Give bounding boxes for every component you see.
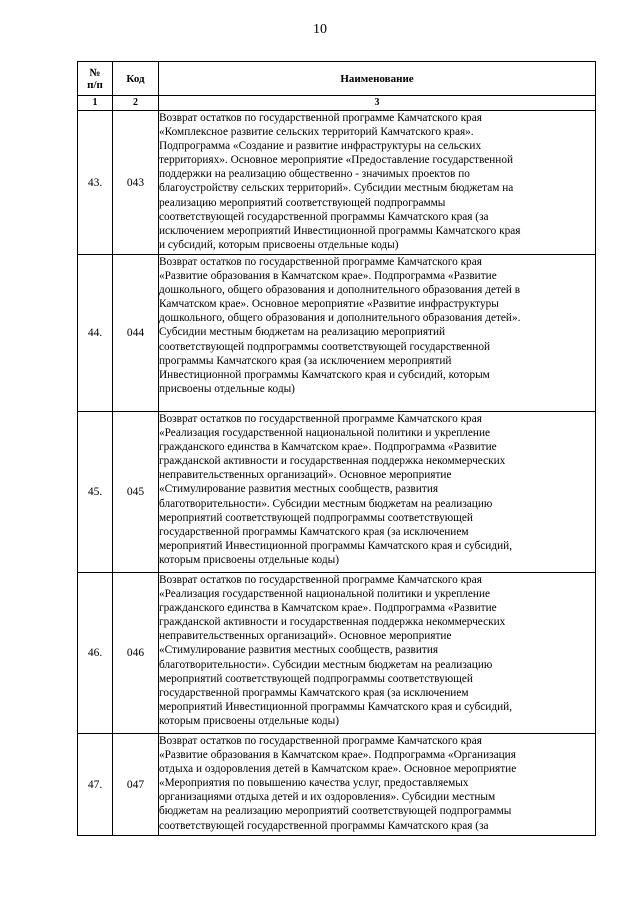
- budget-codes-table: [77, 61, 596, 836]
- row-description-line: соответствующей государственной программы Камчатского края (за: [159, 819, 489, 832]
- row-description-line: реализацию мероприятий соответствующей подпрограммы: [159, 196, 446, 209]
- row-description-line: мероприятий Инвестиционной программы Камчатского края и субсидий,: [159, 700, 513, 713]
- row-description-line: благотворительности». Субсидии местным бюджетам на реализацию: [159, 658, 493, 671]
- column-index-2: 2: [113, 96, 159, 111]
- row-description-line: Возврат остатков по государственной программе Камчатского края: [159, 735, 482, 747]
- row-description-line: «Развитие образования в Камчатском крае». Подпрограмма «Организация: [159, 749, 516, 762]
- table-row: [78, 573, 596, 734]
- row-description-line: поддержки на реализацию общественно - значимых проектов по: [159, 168, 470, 181]
- row-description-line: «Стимулирование развития местных сообществ, развития: [159, 483, 439, 496]
- row-description: [159, 412, 596, 573]
- row-number: 45.: [78, 412, 113, 573]
- row-description-line: гражданского единства в Камчатском крае». Подпрограмма «Развитие: [159, 441, 497, 454]
- row-code: 046: [113, 573, 159, 734]
- row-description-line: «Развитие образования в Камчатском крае». Подпрограмма «Развитие: [159, 270, 497, 283]
- row-description-line: благоустройству сельских территорий». Субсидии местным бюджетам на: [159, 182, 514, 195]
- table-body: [78, 111, 596, 836]
- row-description: [159, 255, 596, 412]
- page-number: 10: [313, 22, 327, 37]
- row-description-line: Камчатском крае». Основное мероприятие «Развитие инфраструктуры: [159, 298, 499, 311]
- row-description: [159, 573, 596, 734]
- row-code: 043: [113, 111, 159, 255]
- row-description-line: Возврат остатков по государственной программе Камчатского края: [159, 413, 482, 425]
- row-description-line: благотворительности». Субсидии местным бюджетам на реализацию: [159, 497, 493, 510]
- row-description-line: мероприятий соответствующей подпрограммы соответствующей: [159, 511, 473, 524]
- row-description-line: и субсидий, которым присвоены отдельные коды): [159, 238, 399, 251]
- table-row: [78, 734, 596, 836]
- header-num: [78, 62, 113, 96]
- row-number: 44.: [78, 255, 113, 412]
- row-description-line: Возврат остатков по государственной программе Камчатского края: [159, 112, 482, 124]
- row-description-line: «Реализация государственной национальной политики и укрепление: [159, 588, 491, 601]
- column-index-1: 1: [78, 96, 113, 111]
- column-index-row: [78, 96, 596, 111]
- row-code: 045: [113, 412, 159, 573]
- row-description-line: гражданской активности и государственная поддержка некоммерческих: [159, 616, 506, 629]
- row-number: 47.: [78, 734, 113, 836]
- row-code: 044: [113, 255, 159, 412]
- row-description-line: присвоены отдельные коды): [159, 382, 295, 395]
- row-description-line: «Реализация государственной национальной политики и укрепление: [159, 427, 491, 440]
- row-description-line: дошкольного, общего образования и дополнительного образования детей в: [159, 284, 521, 297]
- table-row: [78, 412, 596, 573]
- row-description-line: неправительственных организаций». Основное мероприятие: [159, 630, 452, 643]
- header-code: Код: [113, 62, 159, 96]
- row-description-line: неправительственных организаций». Основное мероприятие: [159, 469, 452, 482]
- header-num-line-2: п/п: [87, 78, 103, 91]
- row-description-line: соответствующей государственной программы Камчатского края (за: [159, 210, 489, 223]
- row-description-line: «Мероприятия по повышению качества услуг, предоставляемых: [159, 777, 469, 790]
- row-number: 43.: [78, 111, 113, 255]
- row-number: 46.: [78, 573, 113, 734]
- row-description-line: Подпрограмма «Создание и развитие инфраструктуры на сельских: [159, 140, 482, 153]
- row-description-line: «Стимулирование развития местных сообществ, развития: [159, 644, 439, 657]
- row-description-line: государственной программы Камчатского края (за исключением: [159, 525, 469, 538]
- row-description-line: соответствующей подпрограммы соответствующей государственной: [159, 340, 491, 353]
- row-description-line: исключением мероприятий Инвестиционной программы Камчатского края: [159, 224, 521, 237]
- row-description-line: гражданского единства в Камчатском крае». Подпрограмма «Развитие: [159, 602, 497, 615]
- table-row: [78, 111, 596, 255]
- row-description-line: гражданской активности и государственная поддержка некоммерческих: [159, 455, 506, 468]
- row-description-line: которым присвоены отдельные коды): [159, 553, 339, 566]
- table-row: [78, 255, 596, 412]
- table-header-row: [78, 62, 596, 96]
- column-index-3: 3: [159, 96, 596, 111]
- row-description-line: организациями отдыха детей и их оздоровления». Субсидии местным: [159, 791, 496, 804]
- row-description-line: Инвестиционной программы Камчатского края и субсидий, которым: [159, 368, 490, 381]
- row-code: 047: [113, 734, 159, 836]
- row-description: [159, 111, 596, 255]
- row-description-line: мероприятий Инвестиционной программы Камчатского края и субсидий,: [159, 539, 513, 552]
- row-description: [159, 734, 596, 836]
- row-description-line: Возврат остатков по государственной программе Камчатского края: [159, 574, 482, 586]
- row-description-line: которым присвоены отдельные коды): [159, 714, 339, 727]
- row-description-line: «Комплексное развитие сельских территорий Камчатского края».: [159, 126, 474, 139]
- row-description-line: Субсидии местным бюджетам на реализацию мероприятий: [159, 326, 446, 339]
- row-description-line: бюджетам на реализацию мероприятий соответствующей подпрограммы: [159, 805, 512, 818]
- header-name: Наименование: [159, 62, 596, 96]
- row-description-line: отдыха и оздоровления детей в Камчатском крае». Основное мероприятие: [159, 763, 517, 776]
- row-description-line: Возврат остатков по государственной программе Камчатского края: [159, 256, 482, 268]
- row-description-line: территориях». Основное мероприятие «Предоставление государственной: [159, 154, 514, 167]
- row-description-line: программы Камчатского края (за исключением мероприятий: [159, 354, 452, 367]
- row-description-line: дошкольного, общего образования и дополнительного образования детей».: [159, 312, 521, 325]
- row-description-line: мероприятий соответствующей подпрограммы соответствующей: [159, 672, 473, 685]
- header-num-line-1: №: [89, 66, 101, 79]
- row-description-line: государственной программы Камчатского края (за исключением: [159, 686, 469, 699]
